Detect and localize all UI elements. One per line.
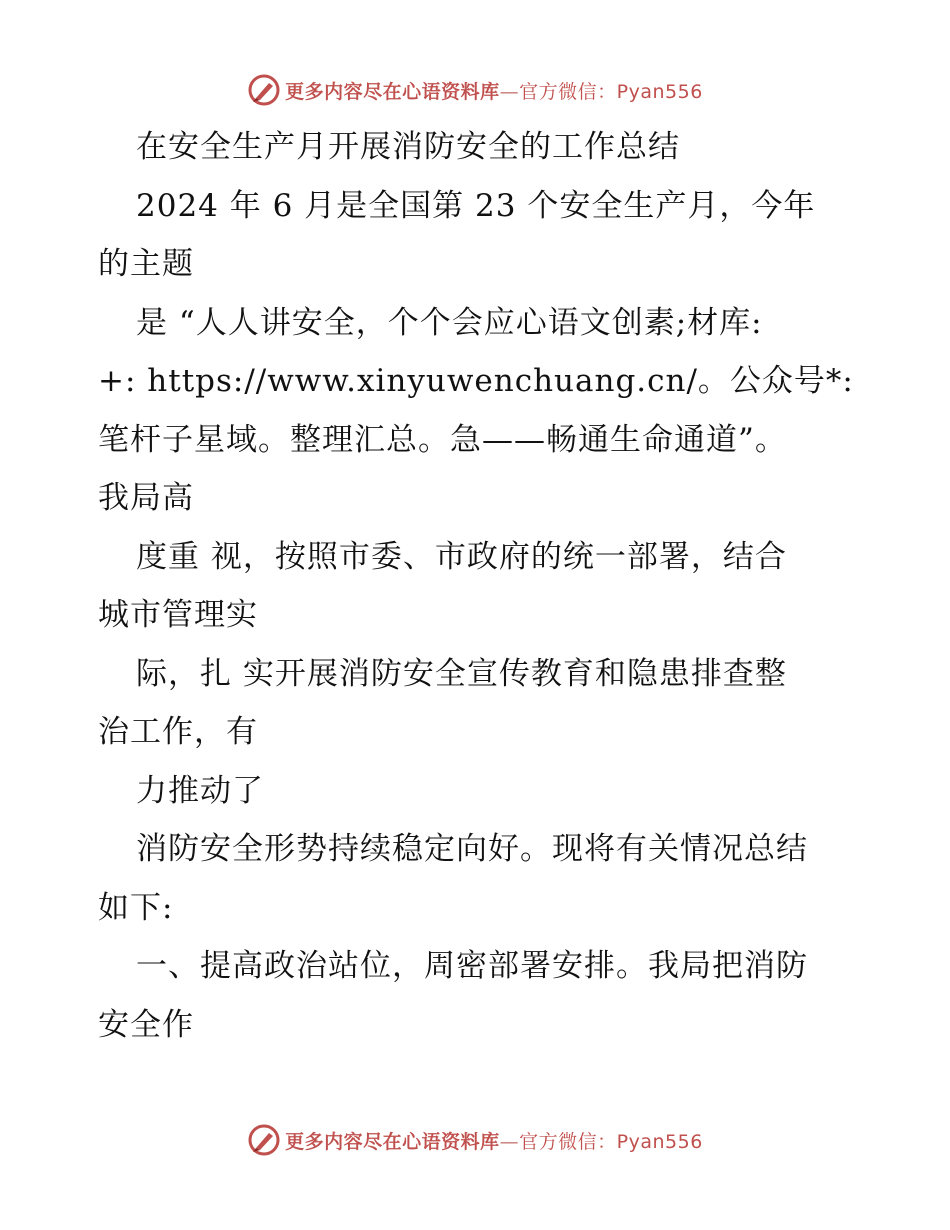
watermark-dash: — — [499, 80, 520, 103]
pen-logo-icon — [247, 73, 281, 107]
text-line: 一、提高政治站位，周密部署安排。我局把消防 — [136, 948, 808, 984]
document-body — [98, 118, 858, 1054]
watermark-main-text: 更多内容尽在心语资料库 — [285, 80, 500, 103]
watermark-header — [0, 70, 950, 110]
text-line: 消防安全形势持续稳定向好。现将有关情况总结 — [136, 831, 808, 867]
watermark-dash: — — [499, 1130, 520, 1153]
text-line: 度重 视，按照市委、市政府的统一部署，结合 — [136, 538, 787, 575]
pen-logo-icon — [247, 1123, 281, 1157]
text-line: 是 “人人讲安全，个个会应心语文创素;材库: — [136, 304, 763, 341]
text-line: 安全作 — [98, 1006, 194, 1043]
text-line: 治工作，有 — [98, 714, 258, 750]
text-line: 的主题 — [98, 246, 194, 282]
text-line: 如下: — [98, 889, 174, 926]
text-line: 笔杆子星域。整理汇总。急——畅通生命通道”。 — [98, 421, 787, 458]
watermark-footer — [0, 1120, 950, 1160]
watermark-sub-text: 官方微信：Pyan556 — [519, 80, 703, 103]
text-line: 2024 年 6 月是全国第 23 个安全生产月，今年 — [136, 187, 816, 224]
text-line: 城市管理实 — [98, 597, 258, 633]
text-line: +: https://www.xinyuwenchuang.cn/。公众号*: — [98, 363, 854, 399]
text-line: 力推动了 — [136, 772, 264, 809]
text-line: 在安全生产月开展消防安全的工作总结 — [136, 129, 680, 165]
watermark-main-text: 更多内容尽在心语资料库 — [285, 1130, 500, 1153]
text-line: 际，扎 实开展消防安全宣传教育和隐患排查整 — [136, 655, 787, 692]
watermark-sub-text: 官方微信：Pyan556 — [519, 1130, 703, 1153]
text-line: 我局高 — [98, 480, 194, 516]
